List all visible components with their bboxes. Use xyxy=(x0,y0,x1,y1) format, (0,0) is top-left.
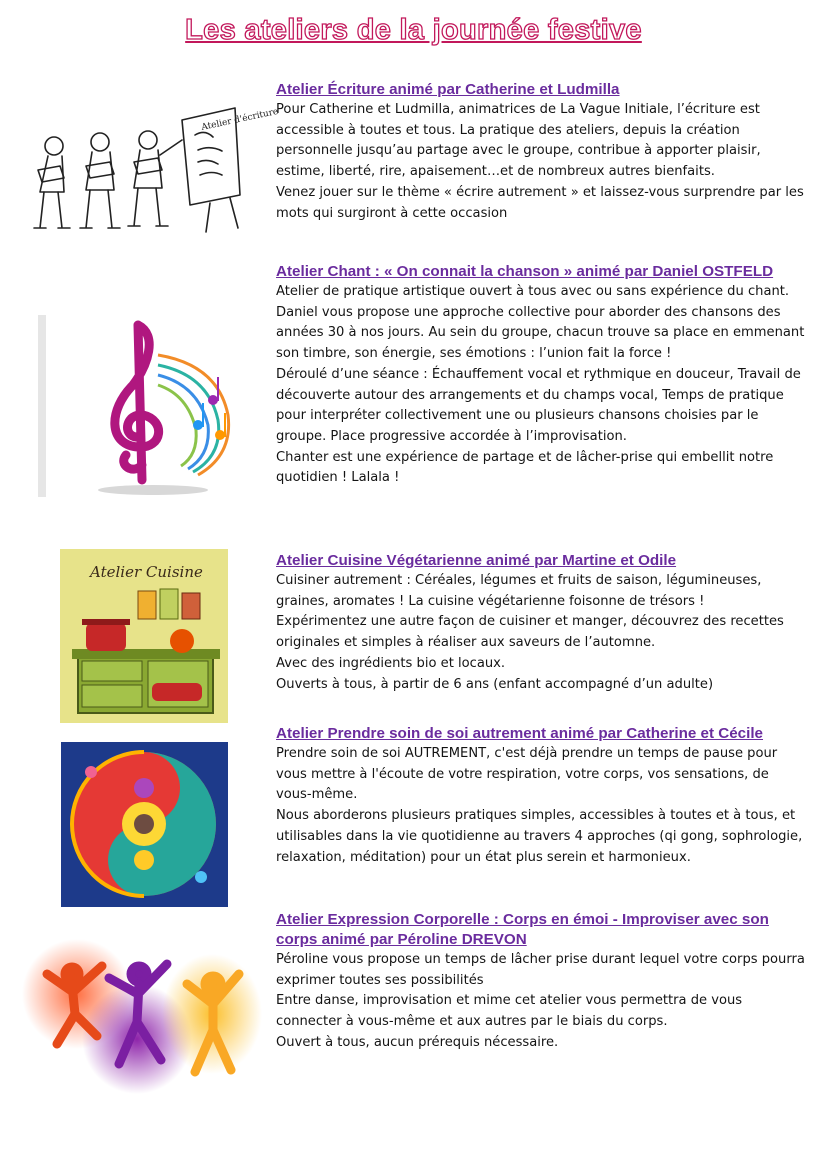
atelier-ecriture-paragraph: Venez jouer sur le thème « écrire autrement » et laissez-vous surprendre par les mots qui surgiront à cette occasion xyxy=(276,184,804,221)
atelier-chant-paragraph: Déroulé d’une séance : Échauffement vocal et rythmique en douceur, Travail de découverte autour des arrangements et du champs vocal, Temps de pratique pour interpréter collectivement une ou plusieurs chansons choisies par le groupe. Place progressive accordée à l’improvisation. xyxy=(276,366,801,444)
kitchen-illustration xyxy=(60,549,228,723)
atelier-expression-paragraph: Entre danse, improvisation et mime cet atelier vous permettra de vous connecter à vous-même et aux autres par le biais du corps. xyxy=(276,993,743,1030)
atelier-chant-paragraph: Chanter est une expérience de partage et de lâcher-prise qui embellit notre quotidien ! Lalala ! xyxy=(276,449,774,486)
atelier-cuisine-paragraph: Cuisiner autrement : Céréales, légumes et fruits de saison, légumineuses, graines, aromates ! La cuisine végétarienne foisonne de trésors ! xyxy=(276,573,762,609)
atelier-expression-paragraph: Ouvert à tous, aucun prérequis nécessaire. xyxy=(276,1034,559,1050)
kitchen-sign-text: Atelier Cuisine xyxy=(90,563,203,581)
atelier-cuisine xyxy=(276,551,806,695)
dancers-illustration xyxy=(27,944,255,1092)
atelier-cuisine-paragraph: Expérimentez une autre façon de cuisiner et manger, découvrez des recettes originales et simples à réaliser aux saveurs de l’automne. xyxy=(276,614,784,651)
atelier-chant-paragraph: Atelier de pratique artistique ouvert à tous avec ou sans expérience du chant. Daniel vous propose une approche collective pour aborder des chansons des années 30 à nos jours. Au sein du groupe, chacun trouve sa place en emmenant son timbre, son énergie, ses émotions : l’union fait la force ! xyxy=(276,284,805,362)
atelier-chant-heading: Atelier Chant : « On connait la chanson » animé par Daniel OSTFELD xyxy=(276,263,774,280)
atelier-soin-heading: Atelier Prendre soin de soi autrement animé par Catherine et Cécile xyxy=(276,725,764,742)
atelier-expression xyxy=(276,910,806,1054)
atelier-ecriture xyxy=(276,80,806,224)
atelier-expression-paragraph: Péroline vous propose un temps de lâcher prise durant lequel votre corps pourra exprimer toutes ses possibilités xyxy=(276,952,805,988)
writing-workshop-illustration xyxy=(30,100,280,240)
writing-sign-text: Atelier d'écriture xyxy=(200,106,280,133)
atelier-cuisine-heading: Atelier Cuisine Végétarienne animé par Martine et Odile xyxy=(276,552,677,569)
atelier-cuisine-paragraph: Ouverts à tous, à partir de 6 ans (enfant accompagné d’un adulte) xyxy=(276,676,714,692)
atelier-ecriture-heading: Atelier Écriture animé par Catherine et Ludmilla xyxy=(276,81,620,98)
music-clef-illustration xyxy=(38,315,248,497)
atelier-soin xyxy=(276,724,806,868)
atelier-cuisine-paragraph: Avec des ingrédients bio et locaux. xyxy=(276,655,506,671)
page-title: Les ateliers de la journée festive xyxy=(185,14,642,46)
atelier-soin-paragraph: Nous aborderons plusieurs pratiques simples, accessibles à toutes et à tous, et utilisables dans la vie quotidienne au travers 4 approches (qi gong, sophrologie, relaxation, méditation) pour un état plus serein et harmonieux. xyxy=(276,808,803,865)
atelier-soin-paragraph: Prendre soin de soi AUTREMENT, c'est déjà prendre un temps de pause pour vous mettre à l'écoute de votre respiration, votre corps, vos sensations, de vous-même. xyxy=(276,746,778,803)
mandala-illustration xyxy=(61,742,228,907)
atelier-chant xyxy=(276,262,806,489)
atelier-ecriture-paragraph: Pour Catherine et Ludmilla, animatrices de La Vague Initiale, l’écriture est accessible à toutes et tous. La pratique des ateliers, depuis la création personnelle jusqu’au partage avec le groupe, contribue à apporter plaisir, estime, liberté, rire, apaisement…et de nombreux autres bienfaits. xyxy=(276,102,761,180)
atelier-expression-heading: Atelier Expression Corporelle : Corps en émoi - Improviser avec son corps animé par Péroline DREVON xyxy=(276,911,769,948)
